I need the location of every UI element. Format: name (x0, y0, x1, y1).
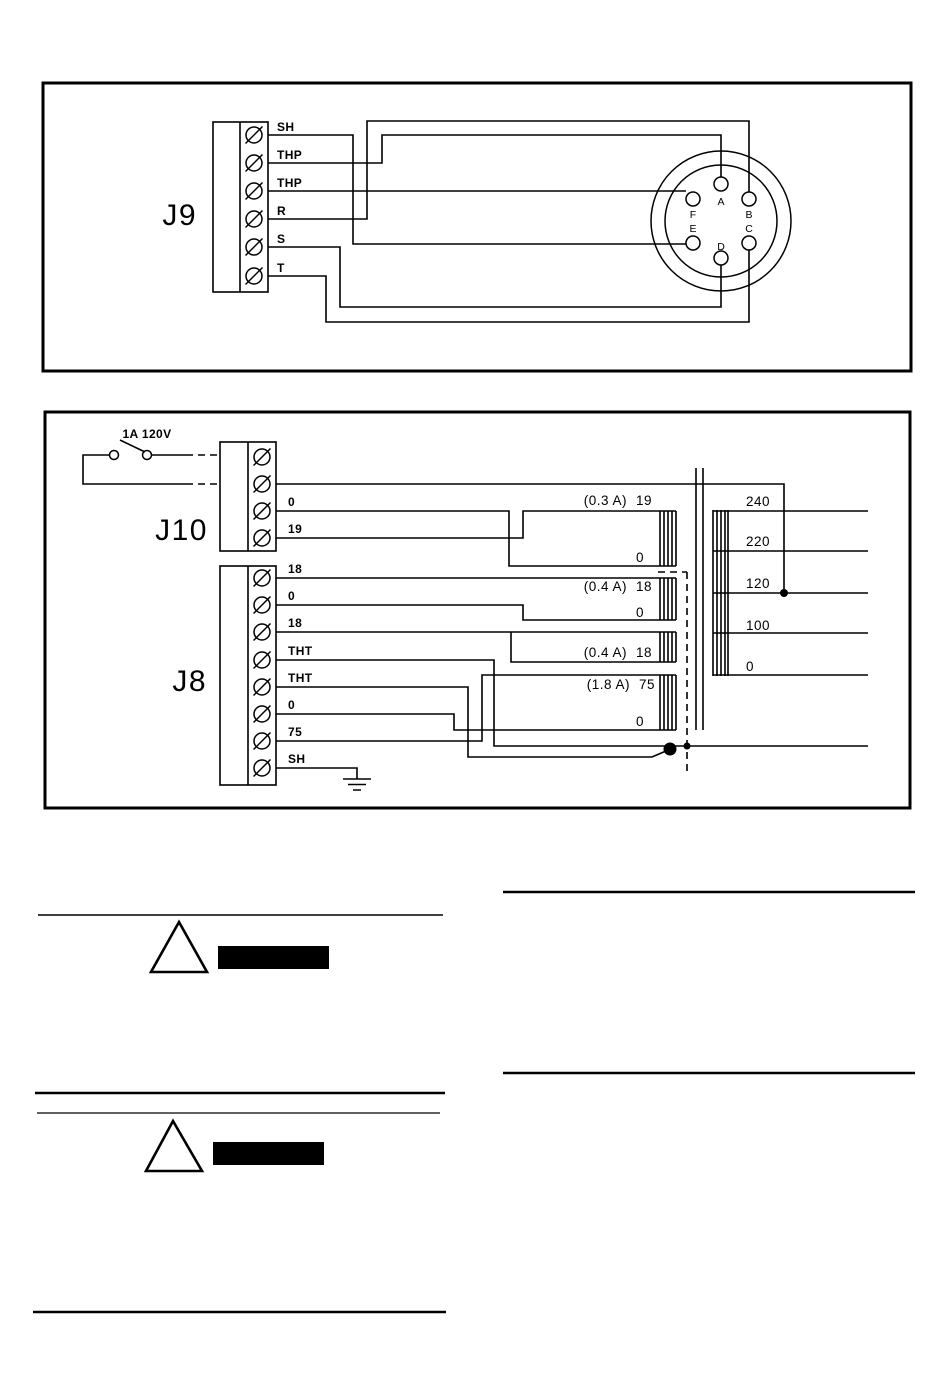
caution-section-1 (38, 915, 443, 972)
j8-terminal-labels (288, 562, 313, 766)
ground-symbol-icon (343, 779, 371, 790)
switch-contact (110, 451, 119, 460)
wire-s-to-pin-d (268, 247, 721, 307)
terminal-label: 0 (288, 495, 296, 509)
screw-icon (254, 652, 271, 669)
terminal-label: 0 (288, 589, 296, 603)
pin-b (742, 192, 756, 206)
terminal-label: THT (288, 671, 313, 685)
terminal-label: 0 (288, 698, 296, 712)
pin-a (714, 177, 728, 191)
terminal-label: 18 (288, 562, 303, 576)
screw-icon (246, 211, 263, 228)
winding-current: (0.4 A) (583, 645, 627, 660)
screw-icon (254, 597, 271, 614)
screw-icon (254, 733, 271, 750)
redacted-heading-block (218, 946, 329, 969)
junction-dot-large (664, 743, 677, 756)
winding3-coil (660, 632, 676, 662)
pin-label: A (717, 196, 725, 208)
terminal-label: T (277, 261, 285, 275)
pin-label: F (689, 209, 697, 221)
terminal-label: R (277, 204, 287, 218)
screw-icon (254, 624, 271, 641)
terminal-label: 18 (288, 616, 303, 630)
wire-tht-common (276, 660, 868, 746)
winding-zero: 0 (635, 605, 645, 620)
figure-border (45, 412, 910, 808)
screw-icon (254, 706, 271, 723)
j9-terminal-labels (277, 120, 302, 275)
winding4-coil (660, 675, 676, 730)
pin-label: E (689, 223, 697, 235)
connector-inner-ring (665, 165, 777, 277)
winding-zero: 0 (635, 714, 645, 729)
primary-wires (276, 484, 868, 790)
tap-label: 220 (746, 534, 771, 549)
winding1-coil (660, 511, 676, 566)
screw-icon (254, 679, 271, 696)
switch-blade (120, 440, 145, 452)
j9-wires (268, 121, 749, 322)
warning-triangle-icon (146, 1121, 202, 1171)
j10-block-label: J10 (155, 514, 208, 547)
switch-return-wire (83, 455, 186, 484)
j9-block-label: J9 (162, 199, 197, 232)
terminal-label: SH (288, 752, 306, 766)
transformer-diagram (45, 412, 910, 808)
fuse-switch (83, 427, 220, 484)
j8-terminal-block (220, 566, 276, 785)
terminal-label: 19 (288, 522, 303, 536)
screw-icon (246, 268, 263, 285)
wire-0-to-winding2 (276, 605, 676, 620)
terminal-label: S (277, 232, 286, 246)
wire-sh-to-ground (276, 768, 357, 779)
caution-section-2 (33, 1093, 446, 1312)
pin-f (686, 192, 700, 206)
note-section-right (503, 892, 915, 1073)
screw-icon (254, 476, 271, 493)
j8-block-label: J8 (172, 665, 207, 698)
pin-d (714, 251, 728, 265)
j10-terminal-block (220, 442, 276, 551)
tap-label: 100 (746, 618, 771, 633)
j9-terminal-block (213, 122, 268, 292)
tap-label: 120 (746, 576, 771, 591)
pin-label: B (745, 209, 753, 221)
wire-0-to-winding4 (276, 714, 676, 730)
terminal-label: THT (288, 644, 313, 658)
pin-c (742, 236, 756, 250)
wire-sh-to-pin-e (268, 135, 686, 244)
winding-tap: 18 (635, 579, 652, 594)
terminal-label: SH (277, 120, 295, 134)
pin-label: C (745, 223, 753, 235)
screw-icon (246, 239, 263, 256)
screw-icon (254, 449, 271, 466)
terminal-label: THP (277, 176, 303, 190)
screw-icon (254, 530, 271, 547)
screw-icon (254, 503, 271, 520)
wire-19-to-winding1 (276, 511, 676, 538)
winding-tap: 19 (635, 493, 652, 508)
winding-labels (584, 493, 655, 729)
winding-tap: 75 (638, 677, 655, 692)
j9-connector-diagram (43, 83, 911, 371)
terminal-label: 75 (288, 725, 303, 739)
switch-rating-label: 1A 120V (122, 427, 172, 441)
winding2-coil (660, 578, 676, 620)
core-lines (696, 468, 703, 730)
winding-current: (0.3 A) (583, 493, 627, 508)
winding-zero: 0 (635, 550, 645, 565)
pin-e (686, 236, 700, 250)
winding-current: (1.8 A) (586, 677, 630, 692)
secondary-side (713, 494, 868, 676)
screw-icon (246, 183, 263, 200)
redacted-heading-block (213, 1142, 324, 1165)
tap-label: 0 (746, 659, 755, 674)
screw-icon (246, 127, 263, 144)
screw-icon (254, 760, 271, 777)
warning-triangle-icon (151, 922, 207, 972)
pin-label: D (717, 241, 725, 253)
winding-tap: 18 (635, 645, 652, 660)
tap-label: 240 (746, 494, 771, 509)
winding-current: (0.4 A) (583, 579, 627, 594)
screw-icon (254, 570, 271, 587)
wire-thp-to-pin-a (268, 135, 721, 177)
terminal-label: THP (277, 148, 303, 162)
screw-icon (246, 155, 263, 172)
